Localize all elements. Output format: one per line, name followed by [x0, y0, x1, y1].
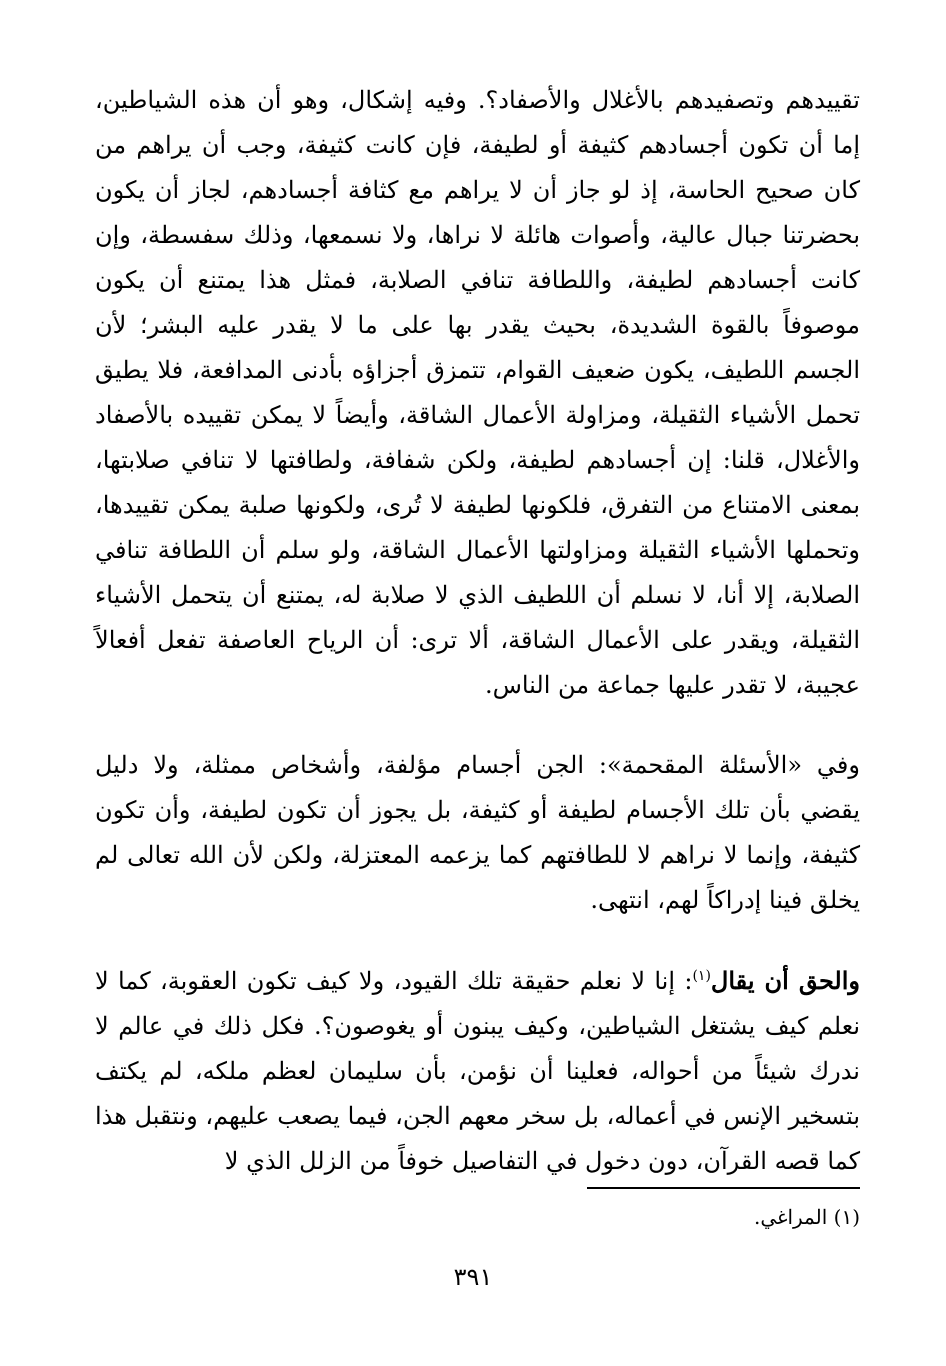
- footnote-divider: [587, 1187, 860, 1189]
- footnote-text: المراغي.: [753, 1205, 828, 1229]
- paragraph-3-text: : إنا لا نعلم حقيقة تلك القيود، ولا كيف تكون العقوبة، كما لا نعلم كيف يشتغل الشياطين، وكيف يبنون أو يغوصون؟. فكل ذلك في عالم لا ندرك شيئاً من أحواله، فعلينا أن نؤمن، بأن سليمان لعظم ملكه، لم يكتف بتسخير الإنس في أعماله، بل سخر معهم الجن، فيما يصعب عليهم، ونتقبل هذا كما قصه القرآن، دون دخول في التفاصيل خوفاً من الزلل الذي لا: [95, 967, 860, 1175]
- footnote-number: (١): [833, 1205, 860, 1229]
- paragraph-2: [95, 743, 860, 923]
- paragraph-2-text: وفي «الأسئلة المقحمة»: الجن أجسام مؤلفة، وأشخاص ممثلة، ولا دليل يقضي بأن تلك الأجسام لطيفة أو كثيفة، بل يجوز أن تكون لطيفة، وأن تكون كثيفة، وإنما لا نراهم لا للطافتهم كما يزعمه المعتزلة، ولكن لأن الله تعالى لم يخلق فينا إدراكاً لهم، انتهى.: [95, 751, 861, 914]
- footnote: [95, 1203, 860, 1231]
- footnote-reference: (١): [692, 968, 711, 984]
- main-text: [95, 78, 860, 1184]
- paragraph-3: [95, 958, 860, 1184]
- paragraph-3-lead: والحق أن يقال: [710, 966, 861, 995]
- paragraph-1: [95, 78, 860, 708]
- paragraph-1-text: تقييدهم وتصفيدهم بالأغلال والأصفاد؟. وفيه إشكال، وهو أن هذه الشياطين، إما أن تكون أجسادهم كثيفة أو لطيفة، فإن كانت كثيفة، وجب أن يراهم من كان صحيح الحاسة، إذ لو جاز أن لا يراهم مع كثافة أجسادهم، لجاز أن يكون بحضرتنا جبال عالية، وأصوات هائلة لا نراها، ولا نسمعها، وذلك سفسطة، وإن كانت أجسادهم لطيفة، واللطافة تنافي الصلابة، فمثل هذا يمتنع أن يكون موصوفاً بالقوة الشديدة، بحيث يقدر بها على ما لا يقدر عليه البشر؛ لأن الجسم اللطيف، يكون ضعيف القوام، تتمزق أجزاؤه بأدنى المدافعة، فلا يطيق تحمل الأشياء الثقيلة، ومزاولة الأعمال الشاقة، وأيضاً لا يمكن تقييده بالأصفاد والأغلال، قلنا: إن أجسادهم لطيفة، ولكن شفافة، ولطافتها لا تنافي صلابتها، بمعنى الامتناع من التفرق، فلكونها لطيفة لا تُرى، ولكونها صلبة يمكن تقييدها، وتحملها الأشياء الثقيلة ومزاولتها الأعمال الشاقة، ولو سلم أن اللطافة تنافي الصلابة، إلا أنا، لا نسلم أن اللطيف الذي لا صلابة له، يمتنع أن يتحمل الأشياء الثقيلة، ويقدر على الأعمال الشاقة، ألا ترى: أن الرياح العاصفة تفعل أفعالاً عجيبة، لا تقدر عليها جماعة من الناس.: [95, 86, 861, 699]
- page-number: ٣٩١: [453, 1263, 493, 1291]
